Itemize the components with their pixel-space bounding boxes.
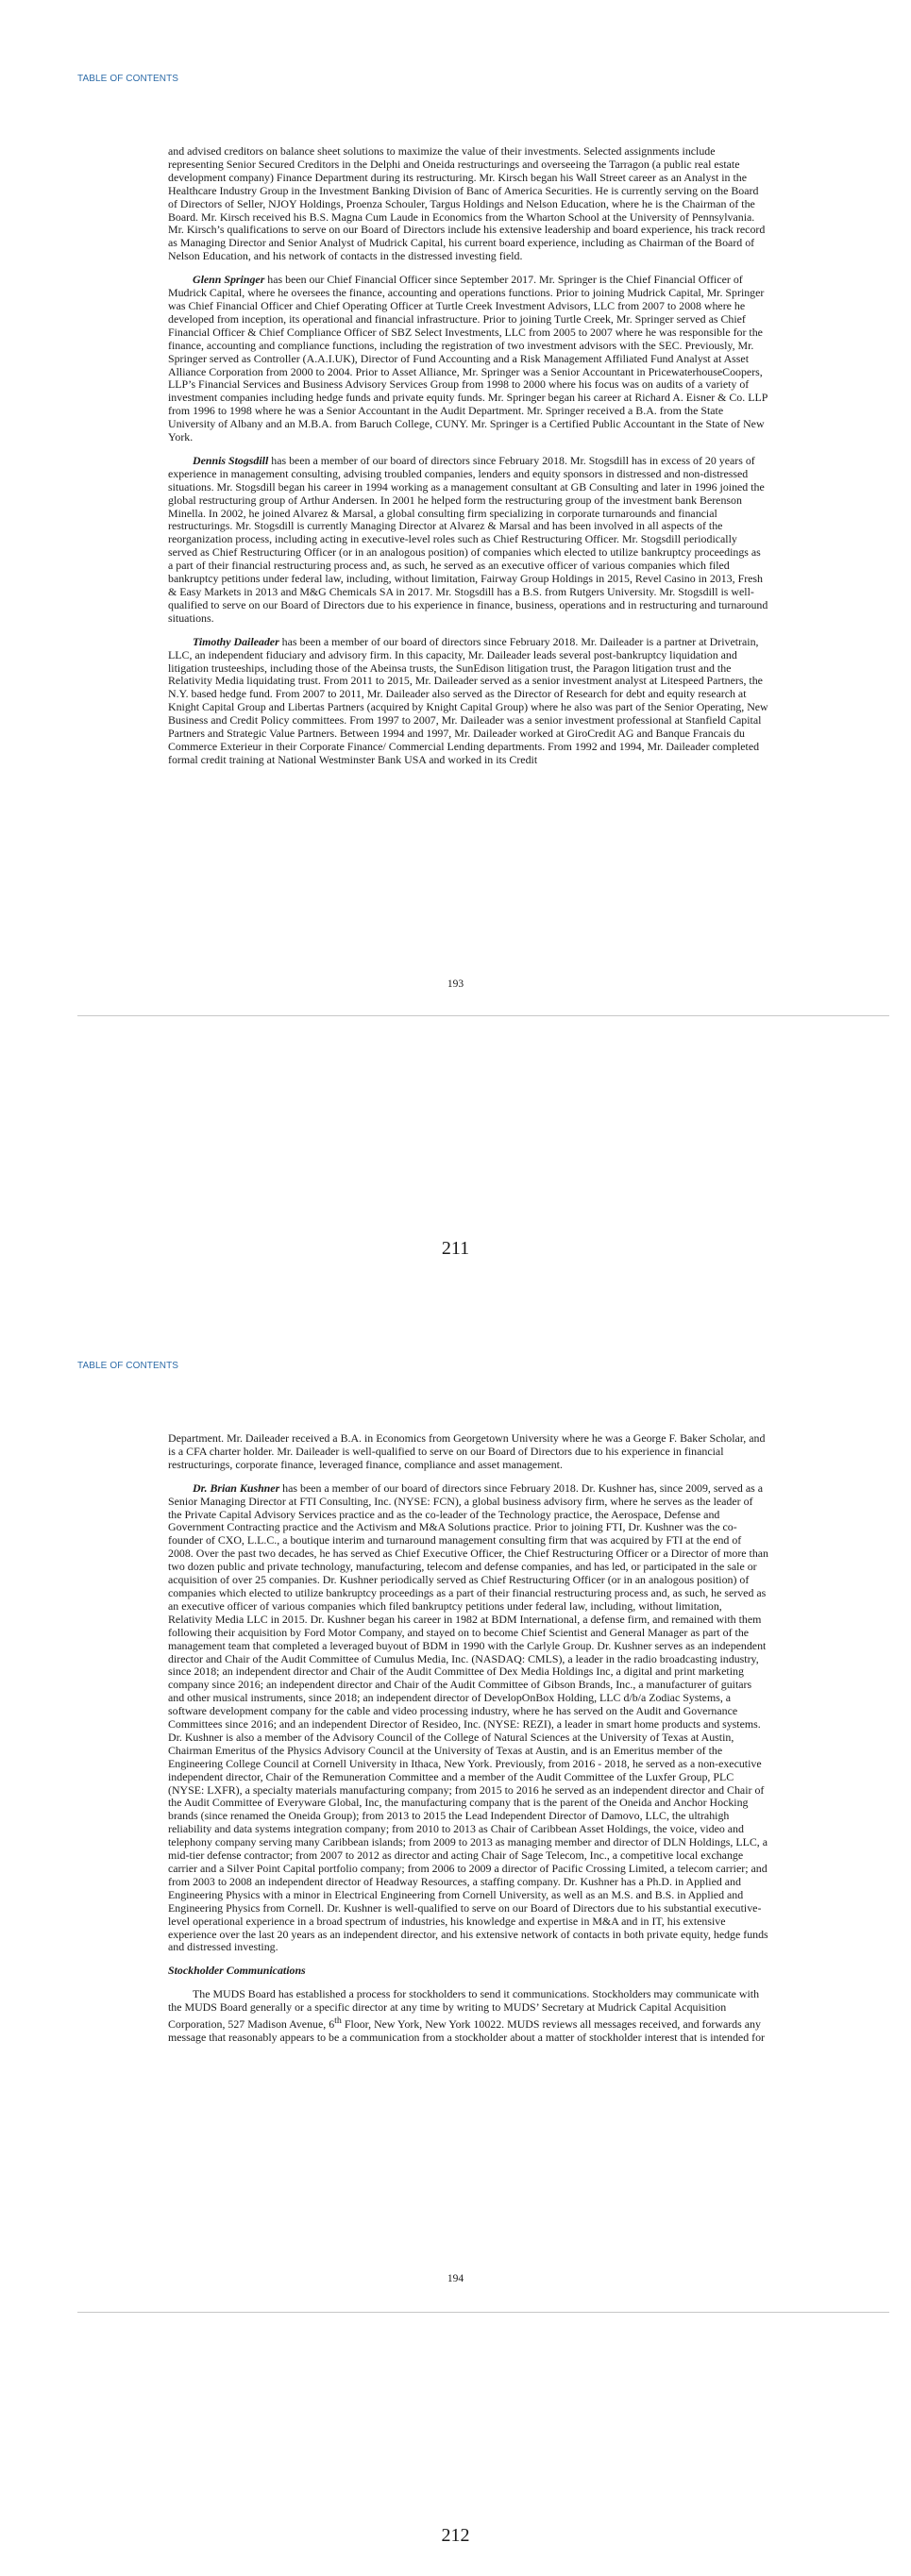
table-of-contents-link[interactable]: TABLE OF CONTENTS bbox=[77, 1361, 179, 1371]
stogsdill-name: Dennis Stogsdill bbox=[193, 453, 269, 467]
springer-bio-paragraph bbox=[168, 274, 768, 444]
document-page-number: 211 bbox=[441, 1238, 470, 1259]
daileader-bio-paragraph bbox=[168, 636, 768, 767]
daileader-bio-text: has been a member of our board of directors since February 2018. Mr. Daileader is a partner at Drivetrain, LLC, an independent fiduciary and advisory firm. In this capacity, Mr. Daileader leads several post-bankruptcy liquidation and litigation trusteeships, including those of the Abeinsa trusts, the SunEdison litigation trust, the Paragon litigation trust and the Relativity Media liquidating trust. From 2011 to 2015, Mr. Daileader served as a senior investment analyst at Litespeed Partners, the N.Y. based hedge fund. From 2007 to 2011, Mr. Daileader also served as the Director of Research for debt and equity research at Knight Capital Group and Libertas Partners (acquired by Knight Capital Group) where he also was part of the Senior Operating, New Business and Credit Policy committees. From 1997 to 2007, Mr. Daileader was a senior investment professional at Stanfield Capital Partners and Strategic Value Partners. Between 1994 and 1997, Mr. Daileader worked at GiroCredit AG and Banque Francais du Commerce Exterieur in their Corporate Finance/ Commercial Lending departments. From 1992 and 1994, Mr. Daileader completed formal credit training at National Westminster Bank USA and worked in its Credit bbox=[168, 634, 768, 766]
page-194-body bbox=[168, 1432, 768, 2055]
daileader-name: Timothy Daileader bbox=[193, 634, 279, 648]
page-divider bbox=[77, 2312, 889, 2313]
kushner-bio-paragraph bbox=[168, 1482, 768, 1955]
stockholder-communications-heading: Stockholder Communications bbox=[168, 1964, 306, 1978]
kirsch-bio-paragraph: and advised creditors on balance sheet solutions to maximize the value of their investments. Selected assignments include representing Senior Secured Creditors in the Delphi and Oneida restructurings and overseeing the Tarragon (a public real estate development company) Finance Department during its restructuring. Mr. Kirsch began his Wall Street career as an Analyst in the Healthcare Industry Group in the Investment Banking Division of Banc of America Securities. He is currently serving on the Board of Directors of Seller, NJOY Holdings, Proenza Schouler, Targus Holdings and Nelson Education, where he is the Chairman of the Board. Mr. Kirsch received his B.S. Magna Cum Laude in Economics from the Wharton School at the University of Pennsylvania. Mr. Kirsch’s qualifications to serve on our Board of Directors include his extensive leadership and board experience, his track record as Managing Director and Senior Analyst of Mudrick Capital, his current board experience, including as Chairman of the Board of Nelson Education, and his network of contacts in the distressed investing field. bbox=[168, 144, 766, 263]
page-193-body bbox=[168, 145, 768, 778]
stogsdill-bio-text: has been a member of our board of directors since February 2018. Mr. Stogsdill has in excess of 20 years of experience in management consulting, advising troubled companies, lenders and equity sponsors in distressed and non-distressed situations. Mr. Stogsdill began his career in 1994 working as a management consultant at GB Consulting and later in 1996 joined the global restructuring group of Arthur Andersen. In 2001 he helped form the restructuring group of the investment bank Berenson Minella. In 2002, he joined Alvarez & Marsal, a global consulting firm specializing in corporate turnarounds and financial restructurings. Mr. Stogsdill is currently Managing Director at Alvarez & Marsal and has been involved in all aspects of the reorganization process, including acting in executive-level roles such as Chief Restructuring Officer. Mr. Stogsdill periodically served as Chief Restructuring Officer (or in an analogous position) of companies which elected to utilize bankruptcy proceedings as a part of their financial restructuring process and, as such, he served as an executive officer of various companies which filed bankruptcy petitions under federal law, including, without limitation, Fairway Group Holdings in 2015, Revel Casino in 2013, Fresh & Easy Markets in 2013 and M&G Chemicals SA in 2017. Mr. Stogsdill has a B.S. from Rutgers University. Mr. Stogsdill is well-qualified to serve on our Board of Directors due to his experience in finance, business, operations and in restructuring and turnaround situations. bbox=[168, 453, 768, 625]
kushner-bio-text: has been a member of our board of directors since February 2018. Dr. Kushner has, since 2009, served as a Senior Managing Director at FTI Consulting, Inc. (NYSE: FCN), a global business advisory firm, where he serves as the leader of the Private Capital Advisory Services practice and as the co-leader of the Technology practice, the Aerospace, Defense and Government Contracting practice and the Activism and M&A Solutions practice. Prior to joining FTI, Dr. Kushner was the co-founder of CXO, L.L.C., a boutique interim and turnaround management consulting firm that was acquired by FTI at the end of 2008. Over the past two decades, he has served as Chief Executive Officer, the Chief Restructuring Officer or a Director of more than two dozen public and private technology, manufacturing, telecom and defense companies, and has led, or participated in the sale or acquisition of over 25 companies. Dr. Kushner periodically served as Chief Restructuring Officer (or in an analogous position) of companies which elected to utilize bankruptcy proceedings as a part of their financial restructuring process and, as such, he served as an executive officer of various companies which filed bankruptcy petitions under federal law, including, without limitation, Relativity Media LLC in 2015. Dr. Kushner began his career in 1982 at BDM International, a defense firm, and remained with them following their acquisition by Ford Motor Company, and stayed on to become Chief Scientist and General Manager as part of the management team that completed a leveraged buyout of BDM in 1990 with the Carlyle Group. Dr. Kushner serves as an independent director and Chair of the Audit Committee of Cumulus Media, Inc. (NASDAQ: CMLS), a leader in the radio broadcasting industry, since 2018; an independent director and Chair of the Audit Committee of Dex Media Holdings Inc, a digital and print marketing company since 2016; an independent director and Chair of the Audit Committee of Gibson Brands, Inc., a manufacturer of guitars and other musical instruments, since 2018; an independent director of DevelopOnBox Holding, LLC d/b/a Zodiac Systems, a software development company for the cable and video processing industry, where he has served on the Audit and Governance Committees since 2016; and an independent Director of Resideo, Inc. (NYSE: REZI), a leader in smart home products and systems. Dr. Kushner is also a member of the Advisory Council of the College of Natural Sciences at the University of Texas at Austin, Chairman Emeritus of the Physics Advisory Council at the University of Texas at Austin, and is an Emeritus member of the Engineering College Council at Cornell University in Ithaca, New York. Previously, from 2016 - 2018, he served as a non-executive independent director, Chair of the Remuneration Committee and a member of the Audit Committee of the Luxfer Group, PLC (NYSE: LXFR), a specialty materials manufacturing company; from 2015 to 2016 he served as an independent director and Chair of the Audit Committee of Everyware Global, Inc, the manufacturing company that is the parent of the Oneida and Anchor Hocking brands (since renamed the Oneida Group); from 2013 to 2015 the Lead Independent Director of Damovo, LLC, the ultrahigh reliability and data systems integration company; from 2010 to 2013 as Chair of Caribbean Asset Holdings, the voice, video and telephony company serving many Caribbean islands; from 2009 to 2013 as managing member and director of DLN Holdings, LLC, a mid-tier defense contractor; from 2007 to 2012 as director and acting Chair of Sage Telecom, Inc., a competitive local exchange carrier and a Silver Point Capital portfolio company; from 2006 to 2009 a director of Pacific Crossing Limited, a telecom carrier; and from 2003 to 2008 an independent director of Headway Resources, a staffing company. Dr. Kushner has a Ph.D. in Applied and Engineering Physics with a minor in Electrical Engineering from Cornell University, as well as an M.S. and B.S. in Applied and Engineering Physics from Cornell. Dr. Kushner is well-qualified to serve on our Board of Directors due to his substantial executive-level operational experience in a broad spectrum of industries, his knowledge and expertise in M&A and in IT, his extensive experience over the last 20 years as an independent director, and his extensive network of contacts in both private equity, hedge funds and distressed investing. bbox=[168, 1480, 768, 1954]
page-number: 193 bbox=[447, 979, 464, 990]
springer-name: Glenn Springer bbox=[193, 273, 265, 287]
daileader-continued-paragraph: Department. Mr. Daileader received a B.A. in Economics from Georgetown University where he was a George F. Baker Scholar, and is a CFA charter holder. Mr. Daileader is well-qualified to serve on our Board of Directors due to his experience in financial restructurings, corporate finance, leveraged finance, compliance and asset management. bbox=[168, 1431, 766, 1471]
document-page-number: 212 bbox=[441, 2525, 470, 2546]
ordinal-suffix: th bbox=[334, 2016, 342, 2027]
table-of-contents-link[interactable]: TABLE OF CONTENTS bbox=[77, 74, 179, 84]
springer-bio-text: has been our Chief Financial Officer since September 2017. Mr. Springer is the Chief Financial Officer of Mudrick Capital, where he oversees the finance, accounting and operations functions. Prior to joining Mudrick Capital, Mr. Springer was Chief Financial Officer and Chief Operating Officer at Turtle Creek Investment Advisors, LLC from 2007 to 2008 where he developed from inception, its operational and financial infrastructure. Prior to joining Turtle Creek, Mr. Springer served as Chief Financial Officer & Chief Compliance Officer of SBZ Select Investments, LLC from 2005 to 2007 where he was responsible for the finance, accounting and compliance functions, including the registration of two investment advisors with the SEC. Previously, Mr. Springer served as Controller (A.A.I.UK), Director of Fund Accounting and a Risk Management Affiliated Fund Analyst at Asset Alliance Corporation from 2000 to 2004. Prior to Asset Alliance, Mr. Springer was a Senior Accountant in PricewaterhouseCoopers, LLP’s Financial Services and Business Advisory Services Group from 1998 to 2000 where his focus was on audits of a variety of investment companies including hedge funds and private equity funds. Mr. Springer began his career at Richard A. Eisner & Co. LLP from 1996 to 1998 where he was a Senior Accountant in the Audit Department. Mr. Springer received a B.A. from the State University of Albany and an M.B.A. from Baruch College, CUNY. Mr. Springer is a Certified Public Accountant in the State of New York. bbox=[168, 273, 768, 444]
communications-text: The MUDS Board has established a process for stockholders to send it communications. Stockholders may communicate with the MUDS Board generally or a specific director at any time by writing to MUDS’ Secretary at Mudrick Capital Acquisition Corporation, 527 Madison Avenue, 6 bbox=[168, 1987, 760, 2032]
kushner-name: Dr. Brian Kushner bbox=[193, 1480, 280, 1495]
stogsdill-bio-paragraph bbox=[168, 455, 768, 626]
communications-text-cont: Floor, New York, New York 10022. MUDS reviews all messages received, and forwards any message that reasonably appears to be a communication from a stockholder about a matter of stockholder interest that is intended for bbox=[168, 2017, 765, 2044]
stockholder-communications-paragraph bbox=[168, 1988, 768, 2045]
page-divider bbox=[77, 1015, 889, 1016]
page-number: 194 bbox=[447, 2273, 464, 2284]
